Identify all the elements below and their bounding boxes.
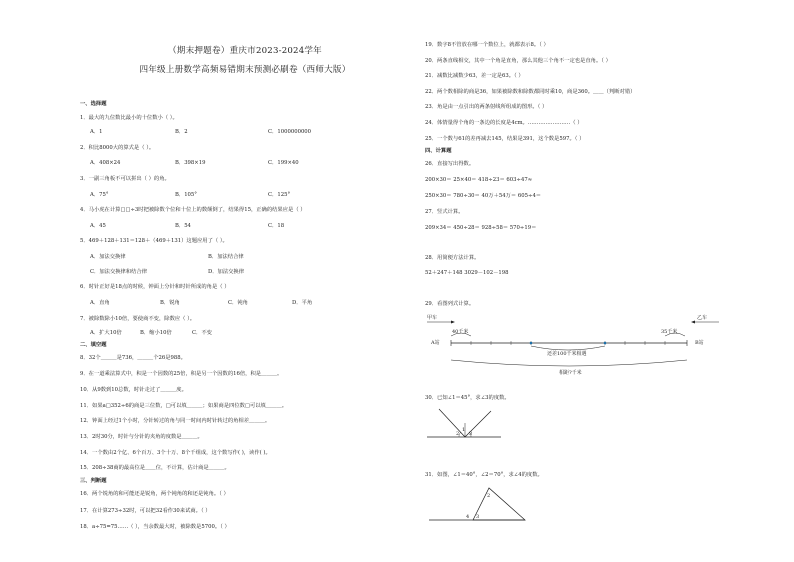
question-7: 7．被除数除小10倍，要使商不变，除数应（ ）。 (80, 316, 196, 322)
q2-option-c: C．199×40 (268, 160, 299, 166)
fig31-angle-4: 4 (466, 514, 470, 520)
question-22: 22．两个数相除的商是36，如果被除数和除数都同时乘10，商是360。＿＿（判断对错） (425, 89, 636, 95)
q26-row-2: 250×30＝ 780÷30＝ 40万＋54万＝ 605÷4＝ (425, 193, 542, 199)
q7-option-c: C．不变 (192, 330, 212, 336)
q6-option-c: C．钝角 (228, 300, 248, 306)
q4-option-b: B．54 (175, 223, 191, 229)
question-3: 3．一副三角板不可以拼出（ ）的角。 (80, 176, 170, 182)
label-speed-a: 40千米 (452, 329, 469, 335)
label-total-distance: 相距?千米 (559, 370, 582, 376)
q5-option-a: A．加法交换律 (90, 254, 126, 260)
q26-row-1: 200×30＝ 25×40＝ 418÷23＝ 603÷47≈ (425, 177, 533, 183)
q4-option-a: A．45 (90, 223, 106, 229)
q1-option-a: A．1 (90, 129, 103, 135)
label-speed-b: 35千米 (661, 329, 678, 335)
fig31-angle-2: 2 (487, 493, 491, 499)
question-10: 10．从9数到10总数，时针走过了＿＿＿度。 (80, 387, 187, 393)
q27-row-1: 209×34＝ 450÷28＝ 928÷58＝ 570÷19＝ (425, 225, 537, 231)
fig30-angle-2: 2 (456, 431, 460, 437)
question-28: 28．用简便方法计算。 (425, 255, 480, 261)
q1-option-c: C．1000000000 (268, 129, 312, 135)
question-2: 2．积比8000大的算式是（ ）。 (80, 145, 155, 151)
q5-option-c: C．加法交换律和结合律 (90, 269, 148, 275)
q6-option-d: D．平角 (292, 300, 313, 306)
q28-row-1: 52＋247＋148 3029－102－198 (425, 270, 509, 276)
section-calc: 四、计算题 (425, 148, 452, 154)
question-27: 27．竖式计算。 (425, 209, 464, 215)
question-23: 23．角是由一点引出的两条射线所组成的图形。（ ） (425, 104, 548, 110)
section-judge: 三、判断题 (80, 478, 107, 484)
question-15: 15．208÷38商的最高位是＿＿位，不计算，估计商是＿＿＿。 (80, 465, 230, 471)
question-20: 20．两条直线相交，其中一个角是直角，那么其他三个角不一定也是直角。（ ） (425, 58, 611, 64)
fig30-angle-3: 3 (469, 431, 473, 437)
question-24: 24．体情量得个角的一条边的长度是4cm。……………………（ ） (425, 120, 583, 126)
fig31-angle-3: 3 (476, 514, 480, 520)
question-19: 19．数字8不管放在哪一个数位上，就都表示8。（ ） (425, 42, 549, 48)
figure-29-distance-diagram (425, 310, 725, 380)
question-14: 14．一个数由2个亿、6个百万、3个十万、8个千组成，这个数写作( )，读作( )。 (80, 450, 271, 456)
question-16: 16．两个锐角的和可能还是锐角，两个钝角的和还是钝角。（ ） (80, 491, 229, 497)
question-6: 6．时针正好是18点的时候，钟面上分针和时针所成的角是（ ） (80, 284, 230, 290)
question-31: 31．如图，∠1＝40°，∠2＝70°，求∠4的度数。 (425, 472, 543, 478)
q3-option-a: A．75° (90, 192, 109, 198)
q4-option-c: C．18 (268, 223, 285, 229)
q5-option-d: D．加法交换律 (208, 269, 245, 275)
label-car-yi: 乙车 (697, 315, 708, 321)
question-21: 21．减数比减数少63，差一定是63。（ ） (425, 73, 524, 79)
question-26: 26．直接写出得数。 (425, 161, 475, 167)
question-12: 12．钟面上经过1个小时，分针转过的角与同一时间内时针转过的角相差＿＿＿。 (80, 418, 271, 424)
q3-option-b: B．105° (175, 192, 197, 198)
section-fill: 二、填空题 (80, 342, 107, 348)
question-5: 5．469＋128＋131＝128＋（469＋131）这题应用了（ ）。 (80, 238, 228, 244)
figure-30-angles (425, 405, 505, 441)
q3-option-c: C．125° (268, 192, 291, 198)
q2-option-b: B．398×19 (175, 160, 206, 166)
question-30: 30．已知∠1＝45°，求∠3的度数。 (425, 395, 510, 401)
q2-option-a: A．408×24 (90, 160, 121, 166)
question-9: 9．在一道乘法算式中，积是一个因数的25倍，积是另一个因数的16倍，积是＿＿＿。 (80, 371, 283, 377)
question-4: 4．马小虎在计算□□÷3时把被除数个位和十位上的数颠倒了，结果得15，正确的结果应是（ ） (80, 207, 306, 213)
right-column (425, 0, 725, 562)
question-29: 29．看图列式计算。 (425, 301, 475, 307)
label-station-b: B站 (695, 340, 704, 346)
question-13: 13．2时30分，时针与分针的夹角的度数是＿＿＿。 (80, 434, 203, 440)
exam-title-line1: （期末押题卷）重庆市2023-2024学年 (168, 46, 322, 56)
q1-option-b: B．2 (175, 129, 188, 135)
q6-option-b: B．锐角 (160, 300, 180, 306)
question-18: 18．a÷75=75……（ ），当余数最大时，被除数是5700。（ ） (80, 524, 230, 530)
section-choice: 一、选择题 (80, 101, 107, 107)
left-column (80, 0, 410, 562)
question-1: 1．最大的九位数比最小的十位数小（ ）。 (80, 115, 178, 121)
figure-31-triangle (425, 482, 535, 524)
label-station-a: A站 (431, 340, 440, 346)
question-17: 17．在计算273÷32时，可以把32看作30来试商。（ ） (80, 508, 211, 514)
q7-option-b: B．缩小10倍 (140, 330, 172, 336)
q6-option-a: A．直角 (90, 300, 110, 306)
exam-title-line2: 四年级上册数学高频易错期末预测必刷卷（西师大版） (139, 65, 351, 75)
question-25: 25．一个数与61的差再减去145，结果是391，这个数是597。（ ） (425, 136, 585, 142)
fig30-angle-1: 1 (462, 427, 466, 433)
question-8: 8．32个＿＿＿是736，＿＿＿个26是988。 (80, 355, 186, 361)
question-11: 11．如果a□352÷6的商是三位数，□可以填＿＿＿；如果商是四位数□可以填＿＿＿。 (80, 403, 288, 409)
label-car-jia: 甲车 (427, 315, 438, 321)
q7-option-a: A．扩大10倍 (90, 330, 122, 336)
label-gap: 还差100千米相遇 (547, 351, 587, 357)
q5-option-b: B．加法结合律 (208, 254, 244, 260)
